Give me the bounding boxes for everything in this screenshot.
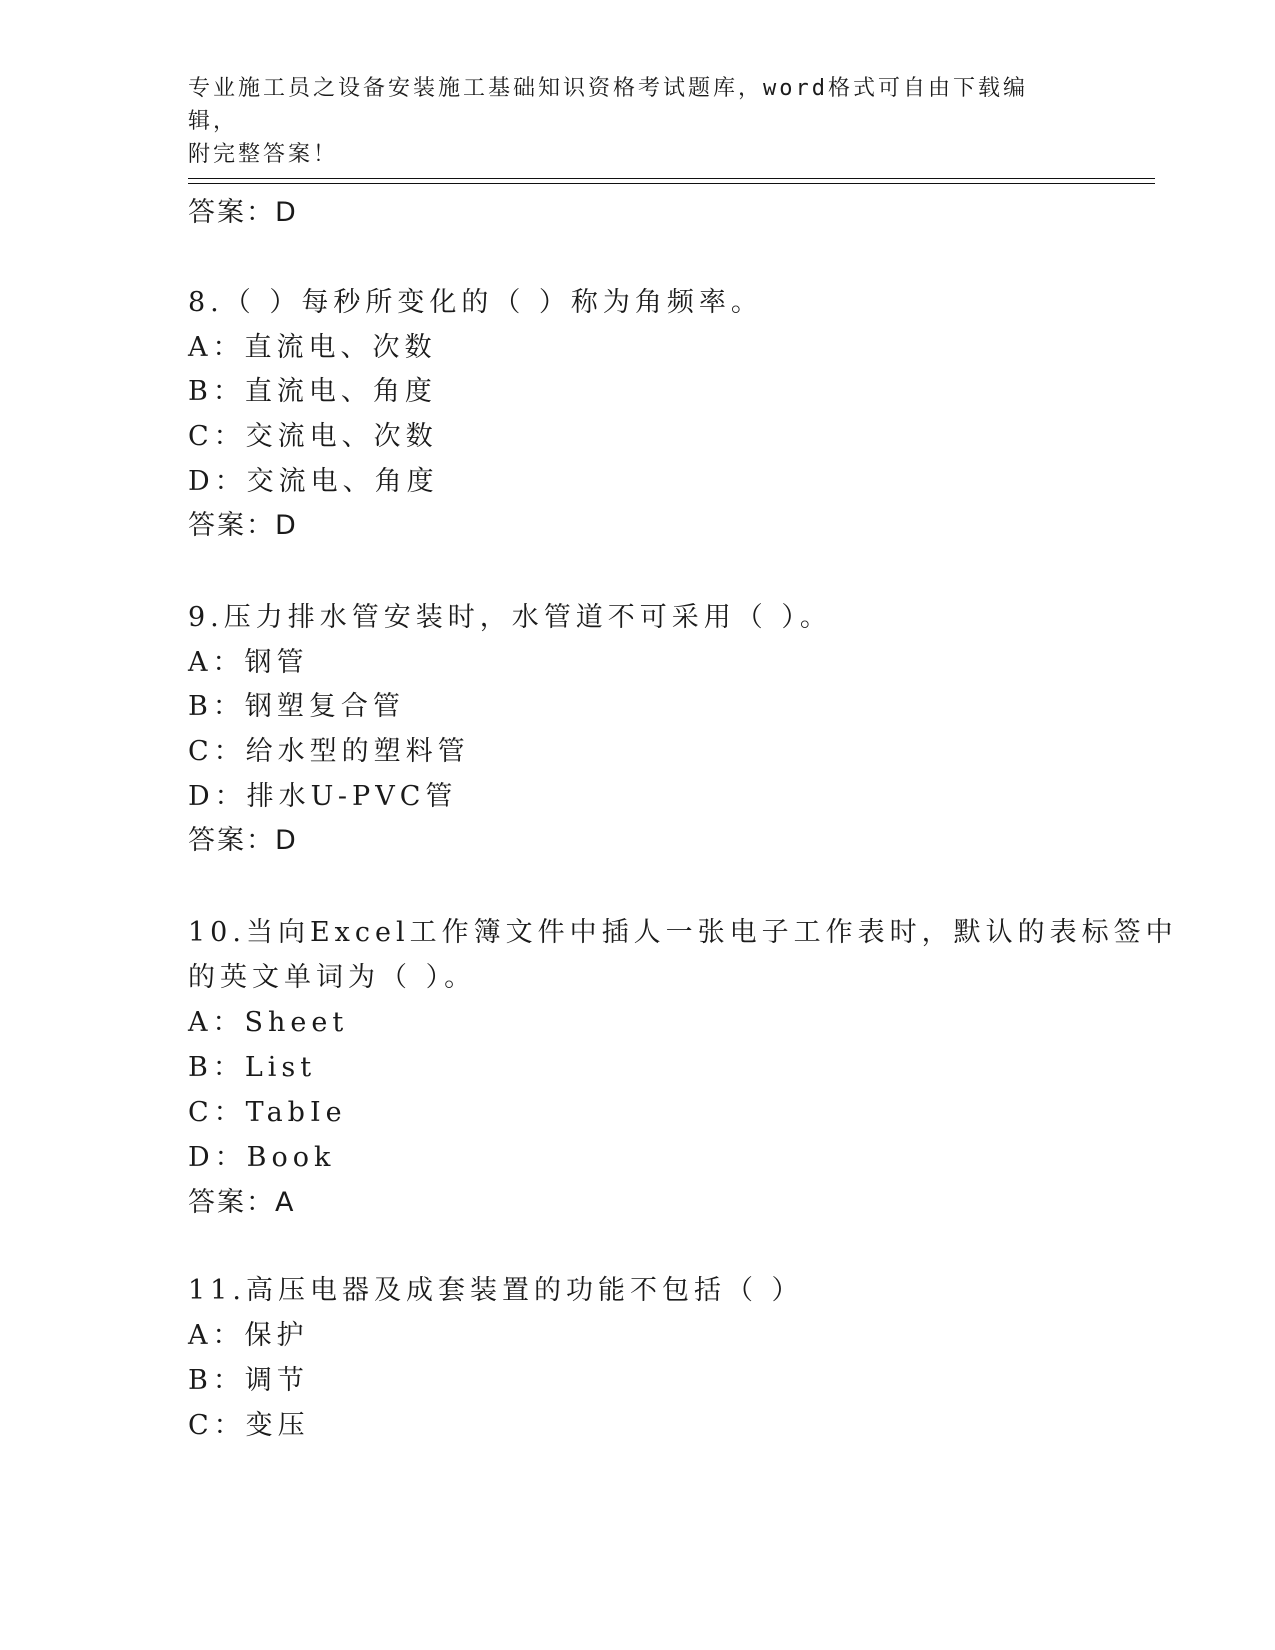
- question-9-option-b: B：钢塑复合管: [188, 691, 405, 722]
- question-10-stem-line-1: 10.当向Excel工作簿文件中插人一张电子工作表时，默认的表标签中: [188, 917, 1178, 948]
- question-9-answer: 答案：D: [188, 825, 298, 856]
- question-10-option-c: C：TabIe: [188, 1097, 347, 1128]
- question-8-stem: 8.（ ）每秒所变化的（ ）称为角频率。: [188, 287, 763, 318]
- question-10-option-d: D：Book: [188, 1142, 336, 1173]
- header-rule-bottom: [188, 183, 1155, 184]
- question-8-option-a: A：直流电、次数: [188, 332, 437, 363]
- question-9-option-d: D：排水U-PVC管: [188, 781, 458, 812]
- question-9-option-a: A：钢管: [188, 647, 309, 678]
- question-9-option-c: C：给水型的塑料管: [188, 736, 470, 767]
- question-10-option-a: A：Sheet: [188, 1007, 349, 1038]
- question-11-option-b: B：调节: [188, 1365, 309, 1396]
- question-10-answer: 答案：A: [188, 1187, 296, 1218]
- header-rule-top: [188, 178, 1155, 179]
- question-10-stem-line-2: 的英文单词为（ ）。: [188, 962, 477, 993]
- answer-previous: 答案：D: [188, 197, 298, 228]
- question-8-option-d: D：交流电、角度: [188, 466, 439, 497]
- question-11-stem: 11.高压电器及成套装置的功能不包括（ ）: [188, 1275, 804, 1306]
- question-11-option-a: A：保护: [188, 1320, 309, 1351]
- question-10-option-b: B：List: [188, 1052, 317, 1083]
- question-9-stem: 9.压力排水管安装时，水管道不可采用（ ）。: [188, 602, 832, 633]
- document-header: [188, 72, 1068, 171]
- question-8-option-c: C：交流电、次数: [188, 421, 438, 452]
- header-line-2: 附完整答案！: [188, 142, 339, 167]
- header-line-1: 专业施工员之设备安装施工基础知识资格考试题库，word格式可自由下载编辑，: [188, 76, 1028, 134]
- question-11-option-c: C：变压: [188, 1410, 310, 1441]
- question-8-option-b: B：直流电、角度: [188, 376, 437, 407]
- question-8-answer: 答案：D: [188, 510, 298, 541]
